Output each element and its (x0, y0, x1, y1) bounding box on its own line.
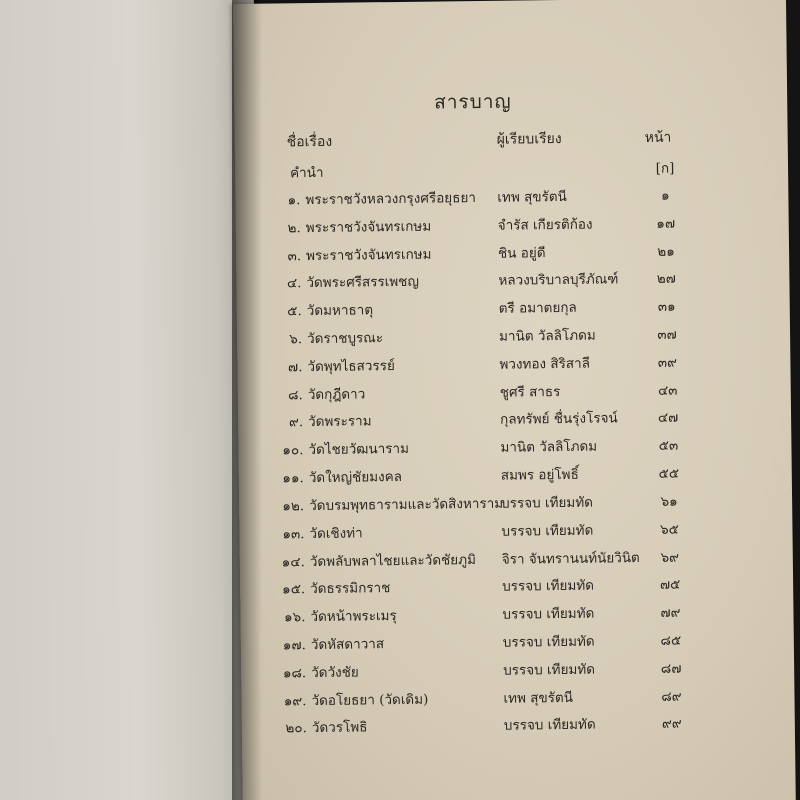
entry-title: วัดพลับพลาไชยและวัดชัยภูมิ (309, 552, 477, 571)
entry-author: มานิต วัลลิโภดม (498, 327, 596, 345)
toc-row (239, 488, 792, 521)
entry-number: ๒๐. (285, 720, 307, 737)
toc-row (241, 627, 794, 660)
toc-row (239, 460, 792, 493)
toc-row (241, 655, 794, 688)
toc-row (240, 571, 793, 604)
toc-row (238, 432, 791, 465)
left-page (0, 0, 262, 800)
entry-author: บรรจบ เทียมทัด (502, 605, 595, 623)
entry-title: วัดบรมพุทธารามและวัดสิงหาราม (309, 495, 504, 515)
column-header-title: ชื่อเรื่อง (286, 133, 333, 151)
entry-page: ๘๙ (661, 688, 682, 705)
entry-title: วัดใหญ่ชัยมงคล (308, 468, 403, 487)
entry-author: หลวงบริบาลบุรีภัณฑ์ (498, 271, 619, 289)
entry-number: ๑๓. (282, 526, 305, 543)
toc-row (236, 210, 789, 243)
entry-page: ๖๑ (660, 493, 678, 510)
entry-number: ๑๖. (283, 609, 306, 626)
entry-page: ๔๓ (657, 382, 678, 399)
entry-number: ๖. (289, 331, 303, 348)
entry-number: ๑. (287, 192, 301, 209)
entry-number: ๑๕. (281, 581, 306, 598)
entry-author: บรรจบ เทียมทัด (501, 494, 594, 512)
entry-title: วัดหัสดาวาส (310, 636, 385, 654)
entry-page: ๘๗ (660, 660, 682, 677)
entry-title: วัดวังชัย (311, 664, 359, 682)
entry-title: วัดอโยธยา (วัดเดิม) (311, 691, 429, 710)
entry-page: ๒๑ (657, 243, 675, 260)
entry-number: ๔. (286, 275, 302, 292)
entry-page: ๑ (660, 187, 670, 204)
entry-title: พระราชวังจันทรเกษม (305, 218, 432, 237)
entry-page: ๖๕ (659, 521, 679, 538)
entry-page: ๙๙ (661, 715, 682, 732)
toc-row (240, 599, 793, 632)
entry-number: ๑๗. (282, 637, 306, 654)
toc-row (242, 710, 795, 743)
entry-title: วัดพระศรีสรรเพชญ (306, 273, 420, 292)
entry-title: วัดหน้าพระเมรุ (310, 608, 397, 626)
entry-page: ๓๑ (657, 298, 676, 315)
toc-row (236, 265, 789, 298)
entry-number: ๑๘. (282, 665, 307, 682)
entry-number: ๑๙. (283, 693, 307, 710)
entry-title: วัดกุฎีดาว (307, 386, 366, 404)
toc-row (239, 516, 792, 549)
toc-row (237, 321, 790, 354)
gutter-shadow (232, 0, 262, 800)
entry-number: ๓. (287, 248, 302, 265)
entry-page: ๘๕ (660, 632, 682, 649)
entry-number: ๙. (288, 414, 304, 431)
entry-number: ๑๑. (282, 470, 304, 487)
entry-author: จำรัส เกียรติก้อง (497, 216, 593, 234)
entry-title: วัดพระราม (308, 413, 372, 431)
entry-author: สมพร อยู่โพธิ์ (500, 466, 579, 484)
toc-row (237, 293, 790, 326)
entry-number: ๑๒. (282, 498, 305, 515)
column-header-page: หน้า (644, 129, 672, 146)
entry-title: วัดมหาธาตุ (306, 302, 374, 320)
entry-page: ๔๗ (657, 409, 679, 426)
entry-author: กุลทรัพย์ ชื่นรุ่งโรจน์ (500, 410, 618, 428)
entry-page: ๓๗ (657, 326, 677, 343)
entry-author: เทพ สุขรัตนี (503, 689, 574, 707)
entry-number: ๘. (287, 387, 303, 404)
entry-title: วัดพุทไธสวรรย์ (307, 358, 395, 376)
entry-title: วัดราชบูรณะ (307, 330, 384, 348)
entry-author: บรรจบ เทียมทัด (503, 661, 596, 679)
toc-row (238, 404, 791, 437)
right-page (233, 0, 796, 800)
entry-author: บรรจบ เทียมทัด (503, 716, 596, 734)
column-header-author: ผู้เรียบเรียง (496, 130, 562, 148)
entry-title: วัดธรรมิกราช (310, 580, 391, 598)
entry-author: ตรี อมาตยกุล (498, 299, 577, 317)
entry-page: ๕๓ (658, 437, 679, 454)
entry-author: บรรจบ เทียมทัด (502, 577, 595, 595)
entry-page: ๗๕ (659, 576, 681, 593)
entry-author: พวงทอง สิริสาลี (499, 355, 591, 373)
entry-author: ชูศรี สาธร (499, 384, 561, 401)
entry-author: เทพ สุขรัตนี (497, 188, 567, 206)
entry-page: ๓๙ (657, 354, 678, 371)
toc-row (237, 349, 790, 382)
entry-title: วัดวรโพธิ (311, 719, 368, 737)
entry-title: วัดไชยวัฒนาราม (308, 440, 410, 459)
entry-author: บรรจบ เทียมทัด (501, 522, 594, 540)
entry-page: ๕๕ (658, 465, 680, 482)
entry-title: พระราชวังจันทรเกษม (305, 246, 432, 265)
toc-title: สารบาญ (434, 90, 512, 114)
entry-number: ๕. (287, 303, 302, 320)
entry-page: ๒๗ (656, 270, 677, 287)
entry-number: ๑๐. (282, 442, 304, 459)
entry-author: ชิน อยู่ดี (497, 245, 546, 262)
entry-title: พระราชวังหลวงกรุงศรีอยุธยา (305, 190, 476, 209)
entry-number: ๗. (287, 359, 303, 376)
entry-page: [ก] (655, 160, 675, 177)
entry-number: ๒. (287, 220, 301, 237)
entry-author: จิรา จันทรานนท์นัยวินิต (501, 550, 640, 568)
entry-title: วัดเชิงท่า (309, 525, 363, 543)
entry-author: มานิต วัลลิโภดม (500, 438, 598, 456)
entry-page: ๖๙ (660, 549, 680, 566)
entry-author: บรรจบ เทียมทัด (502, 633, 595, 651)
entry-number: ๑๔. (281, 554, 305, 571)
entry-page: ๗๙ (660, 604, 681, 621)
entry-title: คำนำ (289, 164, 324, 182)
entry-page: ๑๗ (656, 215, 676, 232)
toc-row (235, 182, 788, 215)
